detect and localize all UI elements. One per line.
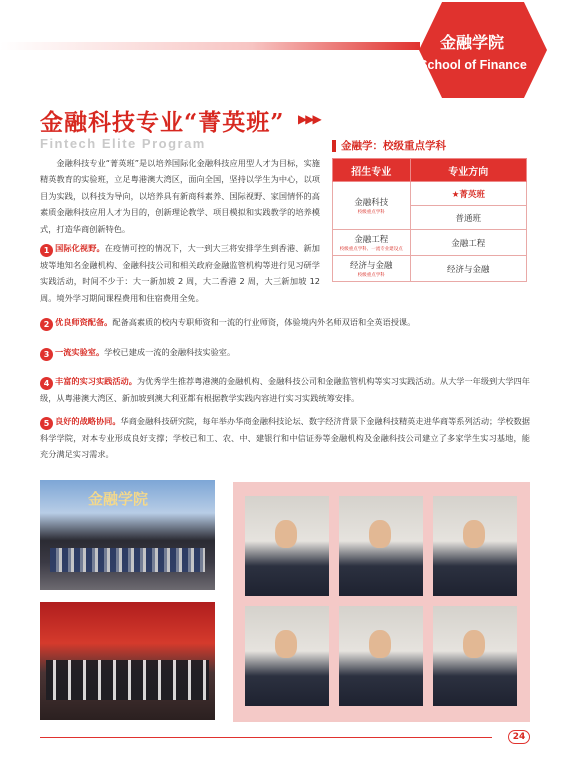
portrait-face [369, 520, 391, 548]
portrait-face [275, 630, 297, 658]
ceremony-crowd [46, 660, 209, 700]
table-header-row [333, 159, 527, 182]
table-section-title-text: 金融学：校级重点学科 [341, 140, 446, 152]
feature-lead: 国际化视野。 [55, 243, 105, 253]
feature-text: 学校已建成一流的金融科技实验室。 [104, 347, 236, 357]
intro-paragraph: 金融科技专业“菁英班”是以培养国际化金融科技应用型人才为目标，实施精英教育的实验班，立足粤港澳大湾区，面向全国，坚持以学生为中心，以项目为实践，以科技为导向，以培养具有新商科素养、国际视野、家国情怀的高素质金融科技应用人才为目的，创新理论教学、项目模拟和实践教学的培养模式，打造华商创新特色。 [40, 158, 320, 234]
direction-cell: 普通班 [410, 206, 526, 230]
major-cell [333, 182, 411, 230]
number-badge-icon: 3 [40, 348, 53, 361]
college-name-en: School of Finance [419, 58, 527, 72]
feature-item-5 [40, 413, 530, 463]
feature-lead: 优良师资配备。 [55, 317, 113, 327]
page-subtitle: Fintech Elite Program [40, 136, 206, 151]
direction-cell: 经济与金融 [410, 256, 526, 282]
title-arrows-icon: ▶▶▶ [298, 112, 320, 126]
major-note: 校级重点学科 [357, 210, 385, 215]
number-badge-icon: 1 [40, 244, 53, 257]
number-badge-icon: 5 [40, 417, 53, 430]
table-row [333, 182, 527, 206]
major-note: 校级重点学科、一流专业建设点 [339, 247, 403, 252]
faculty-portrait [339, 606, 423, 706]
portrait-face [369, 630, 391, 658]
faculty-portraits-panel [233, 482, 530, 722]
major-name: 金融科技 [354, 198, 389, 208]
feature-text: 配备高素质的校内专职师资和一流的行业师资，体验境内外名师双语和全英语授课。 [112, 317, 416, 327]
table-row [333, 230, 527, 256]
number-badge-icon: 2 [40, 318, 53, 331]
majors-table [332, 158, 527, 282]
direction-cell: ★菁英班 [410, 182, 526, 206]
header-band [0, 0, 567, 95]
faculty-portrait [433, 606, 517, 706]
feature-text: 华商金融科技研究院，每年举办华商金融科技论坛、数字经济背景下金融科技精英走进华商等系列活动；学校数据科学学院，对本专业形成良好支撑；学校已和工、农、中、建银行和中信证券等金融机构及金融科技公司建立了多家学生实习基地，能充分满足实习需求。 [40, 416, 530, 460]
faculty-portrait [339, 496, 423, 596]
major-name: 金融工程 [354, 235, 389, 245]
group-crowd [50, 548, 205, 572]
page-number: 24 [508, 730, 530, 744]
feature-lead: 丰富的实习实践活动。 [55, 376, 137, 386]
header-stripe [0, 42, 420, 50]
faculty-portrait [245, 606, 329, 706]
major-cell [333, 256, 411, 282]
feature-item-3 [40, 344, 530, 361]
building-sign: 金融学院 [88, 490, 149, 508]
ceremony-group-photo [40, 602, 215, 720]
direction-cell: 金融工程 [410, 230, 526, 256]
table-section-title [332, 138, 446, 153]
major-note: 校级重点学科 [357, 273, 385, 278]
page-title: 金融科技专业“菁英班” [40, 109, 285, 136]
feature-lead: 一流实验室。 [55, 347, 105, 357]
header-direction: 专业方向 [410, 159, 526, 182]
feature-lead: 良好的战略协同。 [55, 416, 121, 426]
building-group-photo [40, 480, 215, 590]
header-major: 招生专业 [333, 159, 411, 182]
feature-item-1 [40, 240, 320, 306]
feature-text: 在疫情可控的情况下，大一到大三将安排学生到香港、新加坡等地知名金融机构、金融科技公司和相关政府金融监管机构等进行见习研学实践活动，时间不少于：大一新加坡 2 周，大二香港 2 周，大三新加坡 12 周。境外学习期间课程费用和住宿费用全免。 [40, 243, 320, 303]
portrait-face [463, 520, 485, 548]
major-cell [333, 230, 411, 256]
portrait-face [275, 520, 297, 548]
feature-item-2 [40, 314, 530, 331]
feature-text: 为优秀学生推荐粤港澳的金融机构、金融科技公司和金融监管机构等实习实践活动。从大学一年级到大学四年级，从粤港澳大湾区、新加坡到澳大利亚都有根据教学实践内容进行实习实践统筹安排。 [40, 376, 530, 403]
table-row [333, 256, 527, 282]
faculty-portrait [433, 496, 517, 596]
feature-item-4 [40, 373, 530, 406]
number-badge-icon: 4 [40, 377, 53, 390]
college-name-cn: 金融学院 [439, 33, 504, 52]
portrait-face [463, 630, 485, 658]
footer-line [40, 737, 492, 738]
major-name: 经济与金融 [350, 261, 393, 271]
faculty-portrait [245, 496, 329, 596]
section-bar-icon [332, 140, 336, 152]
